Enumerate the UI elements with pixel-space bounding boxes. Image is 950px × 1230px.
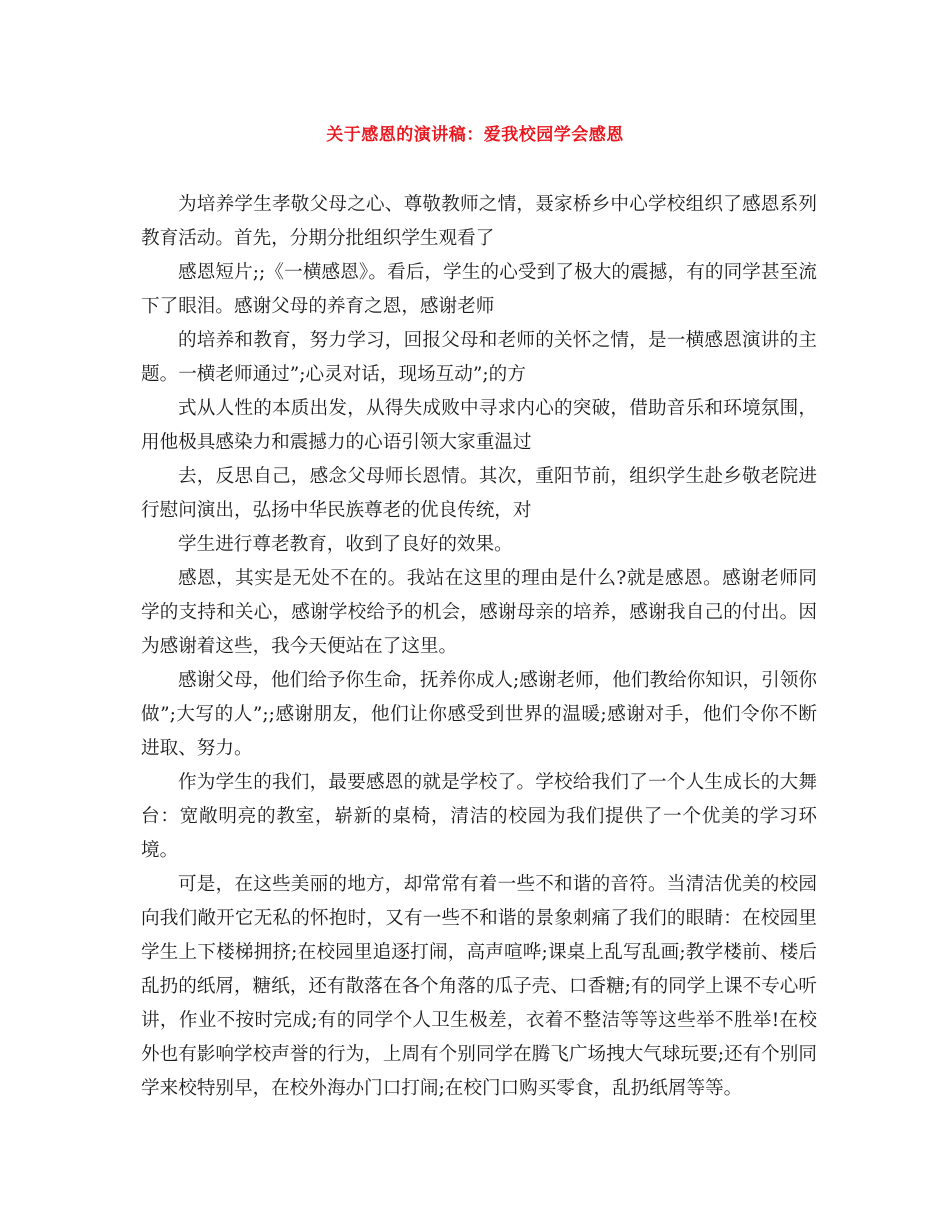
document-body — [141, 188, 817, 1106]
body-paragraph: 学生进行尊老教育，收到了良好的效果。 — [178, 534, 513, 555]
body-paragraph: 感谢父母，他们给予你生命，抚养你成人;感谢老师，他们教给你知识，引领你做”;大写的人”;;感谢朋友，他们让你感受到世界的温暖;感谢对手，他们令你不断进取、努力。 — [141, 670, 817, 759]
body-paragraph: 去，反思自己，感念父母师长恩情。其次，重阳节前，组织学生赴乡敬老院进行慰问演出，弘扬中华民族尊老的优良传统，对 — [141, 466, 817, 521]
body-paragraph: 感恩短片;;《一横感恩》。看后，学生的心受到了极大的震撼，有的同学甚至流下了眼泪。感谢父母的养育之恩，感谢老师 — [141, 262, 817, 317]
body-paragraph: 可是，在这些美丽的地方，却常常有着一些不和谐的音符。当清洁优美的校园向我们敞开它无私的怀抱时，又有一些不和谐的景象刺痛了我们的眼睛：在校园里学生上下楼梯拥挤;在校园里追逐打闹，高声喧哗;课桌上乱写乱画;教学楼前、楼后乱扔的纸屑，糖纸，还有散落在各个角落的瓜子壳、口香糖;有的同学上课不专心听讲，作业不按时完成;有的同学个人卫生极差，衣着不整洁等等这些举不胜举!在校外也有影响学校声誉的行为，上周有个别同学在腾飞广场拽大气球玩要;还有个别同学来校特别早，在校外海办门口打闹;在校门口购买零食，乱扔纸屑等等。 — [141, 874, 817, 1099]
body-paragraph: 为培养学生孝敬父母之心、尊敬教师之情，聂家桥乡中心学校组织了感恩系列教育活动。首先，分期分批组织学生观看了 — [141, 194, 817, 249]
body-paragraph: 感恩，其实是无处不在的。我站在这里的理由是什么?就是感恩。感谢老师同学的支持和关心，感谢学校给予的机会，感谢母亲的培养，感谢我自己的付出。因为感谢着这些，我今天便站在了这里。 — [141, 568, 817, 657]
document-title: 关于感恩的演讲稿：爱我校园学会感恩 — [326, 125, 624, 145]
body-paragraph: 作为学生的我们，最要感恩的就是学校了。学校给我们了一个人生成长的大舞台：宽敞明亮的教室，崭新的桌椅，清洁的校园为我们提供了一个优美的学习环境。 — [141, 772, 817, 861]
body-paragraph: 的培养和教育，努力学习，回报父母和老师的关怀之情，是一横感恩演讲的主题。一横老师通过”;心灵对话，现场互动”;的方 — [141, 330, 817, 385]
body-paragraph: 式从人性的本质出发，从得失成败中寻求内心的突破，借助音乐和环境氛围，用他极具感染力和震撼力的心语引领大家重温过 — [141, 398, 817, 453]
